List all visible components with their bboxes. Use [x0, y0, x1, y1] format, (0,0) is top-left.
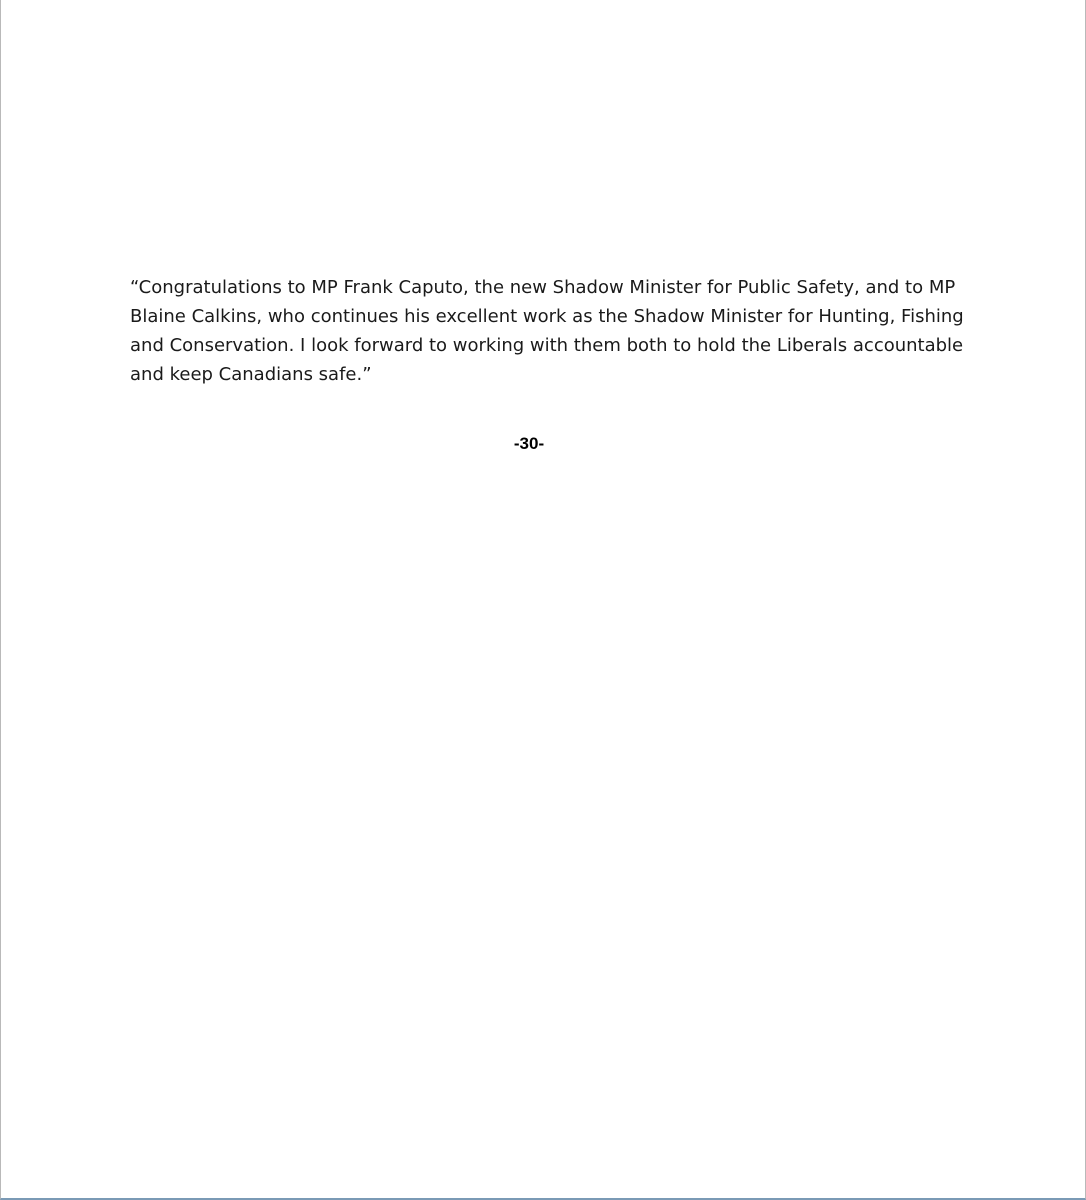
end-mark: -30-: [513, 434, 545, 453]
quote-line: Blaine Calkins, who continues his excellent work as the Shadow Minister for Hunting, Fishing: [130, 306, 964, 327]
quote-line: and Conservation. I look forward to working with them both to hold the Liberals accountable: [130, 335, 964, 356]
quote-line: “Congratulations to MP Frank Caputo, the new Shadow Minister for Public Safety, and to MP: [130, 277, 956, 298]
quote-paragraph: [130, 273, 964, 389]
quote-line: and keep Canadians safe.”: [130, 364, 372, 385]
